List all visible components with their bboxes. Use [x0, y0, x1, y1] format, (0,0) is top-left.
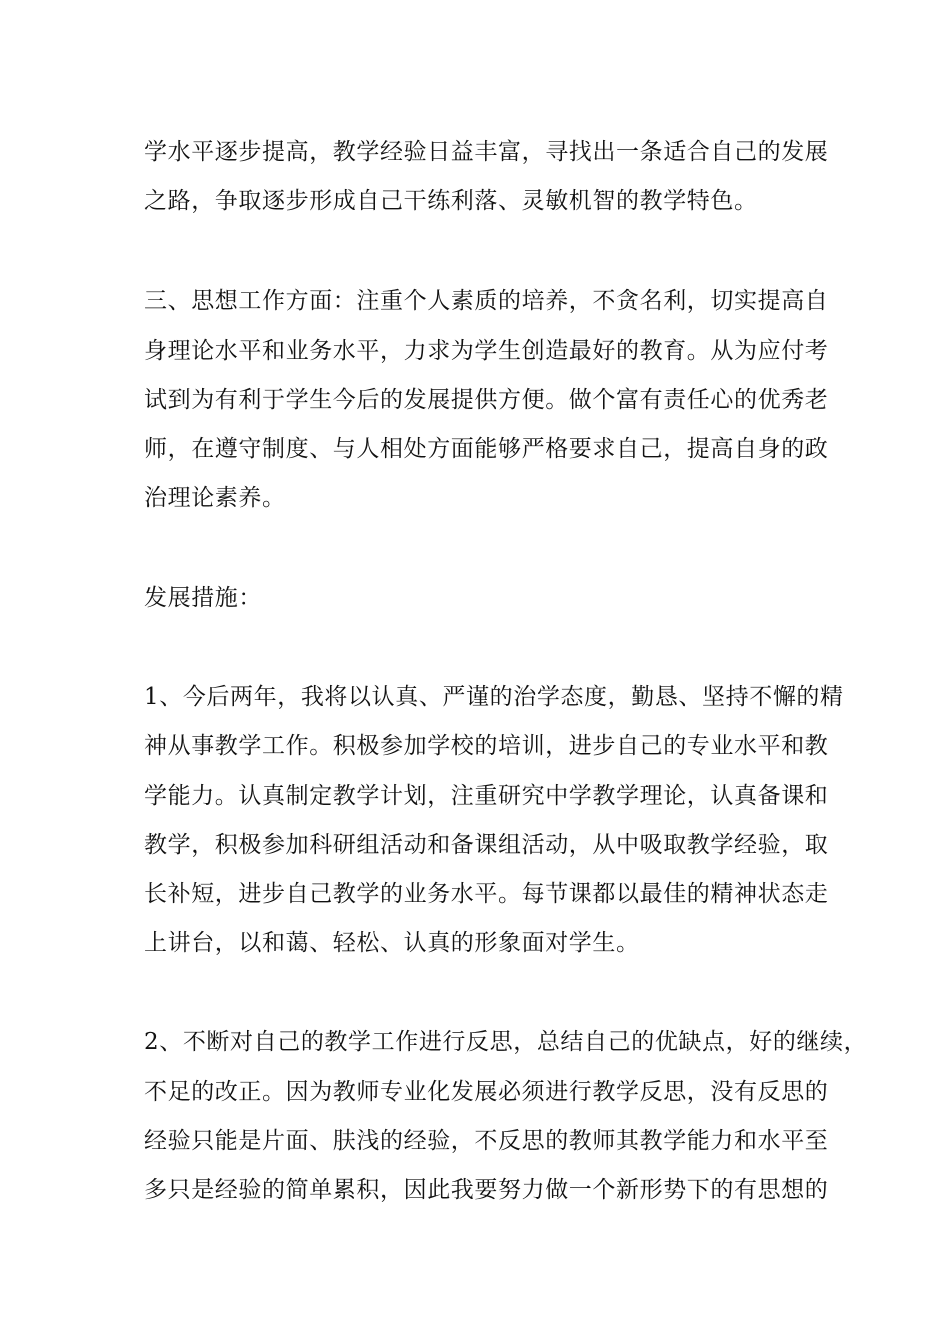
paragraph-2-line-5: 治理论素养。	[144, 485, 286, 511]
paragraph-3-line-4: 教学，积极参加科研组活动和备课组活动，从中吸取教学经验，取	[144, 832, 829, 858]
paragraph-1-line-1: 学水平逐步提高，教学经验日益丰富，寻找出一条适合自己的发展	[144, 139, 829, 165]
paragraph-4-line-4: 多只是经验的简单累积，因此我要努力做一个新形势下的有思想的	[144, 1177, 829, 1203]
paragraph-2-line-4: 师，在遵守制度、与人相处方面能够严格要求自己，提高自身的政	[144, 436, 829, 462]
paragraph-4-line-3: 经验只能是片面、肤浅的经验，不反思的教师其教学能力和水平至	[144, 1128, 829, 1154]
paragraph-3-line-6: 上讲台，以和蔼、轻松、认真的形象面对学生。	[144, 930, 640, 956]
paragraph-2-line-3: 试到为有利于学生今后的发展提供方便。做个富有责任心的优秀老	[144, 387, 829, 413]
paragraph-3-line-1: 1、今后两年，我将以认真、严谨的治学态度，勤恳、坚持不懈的精	[144, 684, 844, 710]
paragraph-2-line-1: 三、思想工作方面：注重个人素质的培养，不贪名利，切实提高自	[144, 288, 829, 314]
paragraph-3-line-3: 学能力。认真制定教学计划，注重研究中学教学理论，认真备课和	[144, 783, 829, 809]
paragraph-4-line-2: 不足的改正。因为教师专业化发展必须进行教学反思，没有反思的	[144, 1079, 829, 1105]
paragraph-3-line-2: 神从事教学工作。积极参加学校的培训，进步自己的专业水平和教	[144, 733, 829, 759]
paragraph-4-line-1: 2、不断对自己的教学工作进行反思，总结自己的优缺点，好的继续，	[144, 1029, 868, 1055]
paragraph-1-line-2: 之路，争取逐步形成自己干练利落、灵敏机智的教学特色。	[144, 188, 758, 214]
paragraph-3-line-5: 长补短，进步自己教学的业务水平。每节课都以最佳的精神状态走	[144, 881, 829, 907]
paragraph-2-line-2: 身理论水平和业务水平，力求为学生创造最好的教育。从为应付考	[144, 338, 829, 364]
section-heading: 发展措施：	[144, 585, 262, 611]
